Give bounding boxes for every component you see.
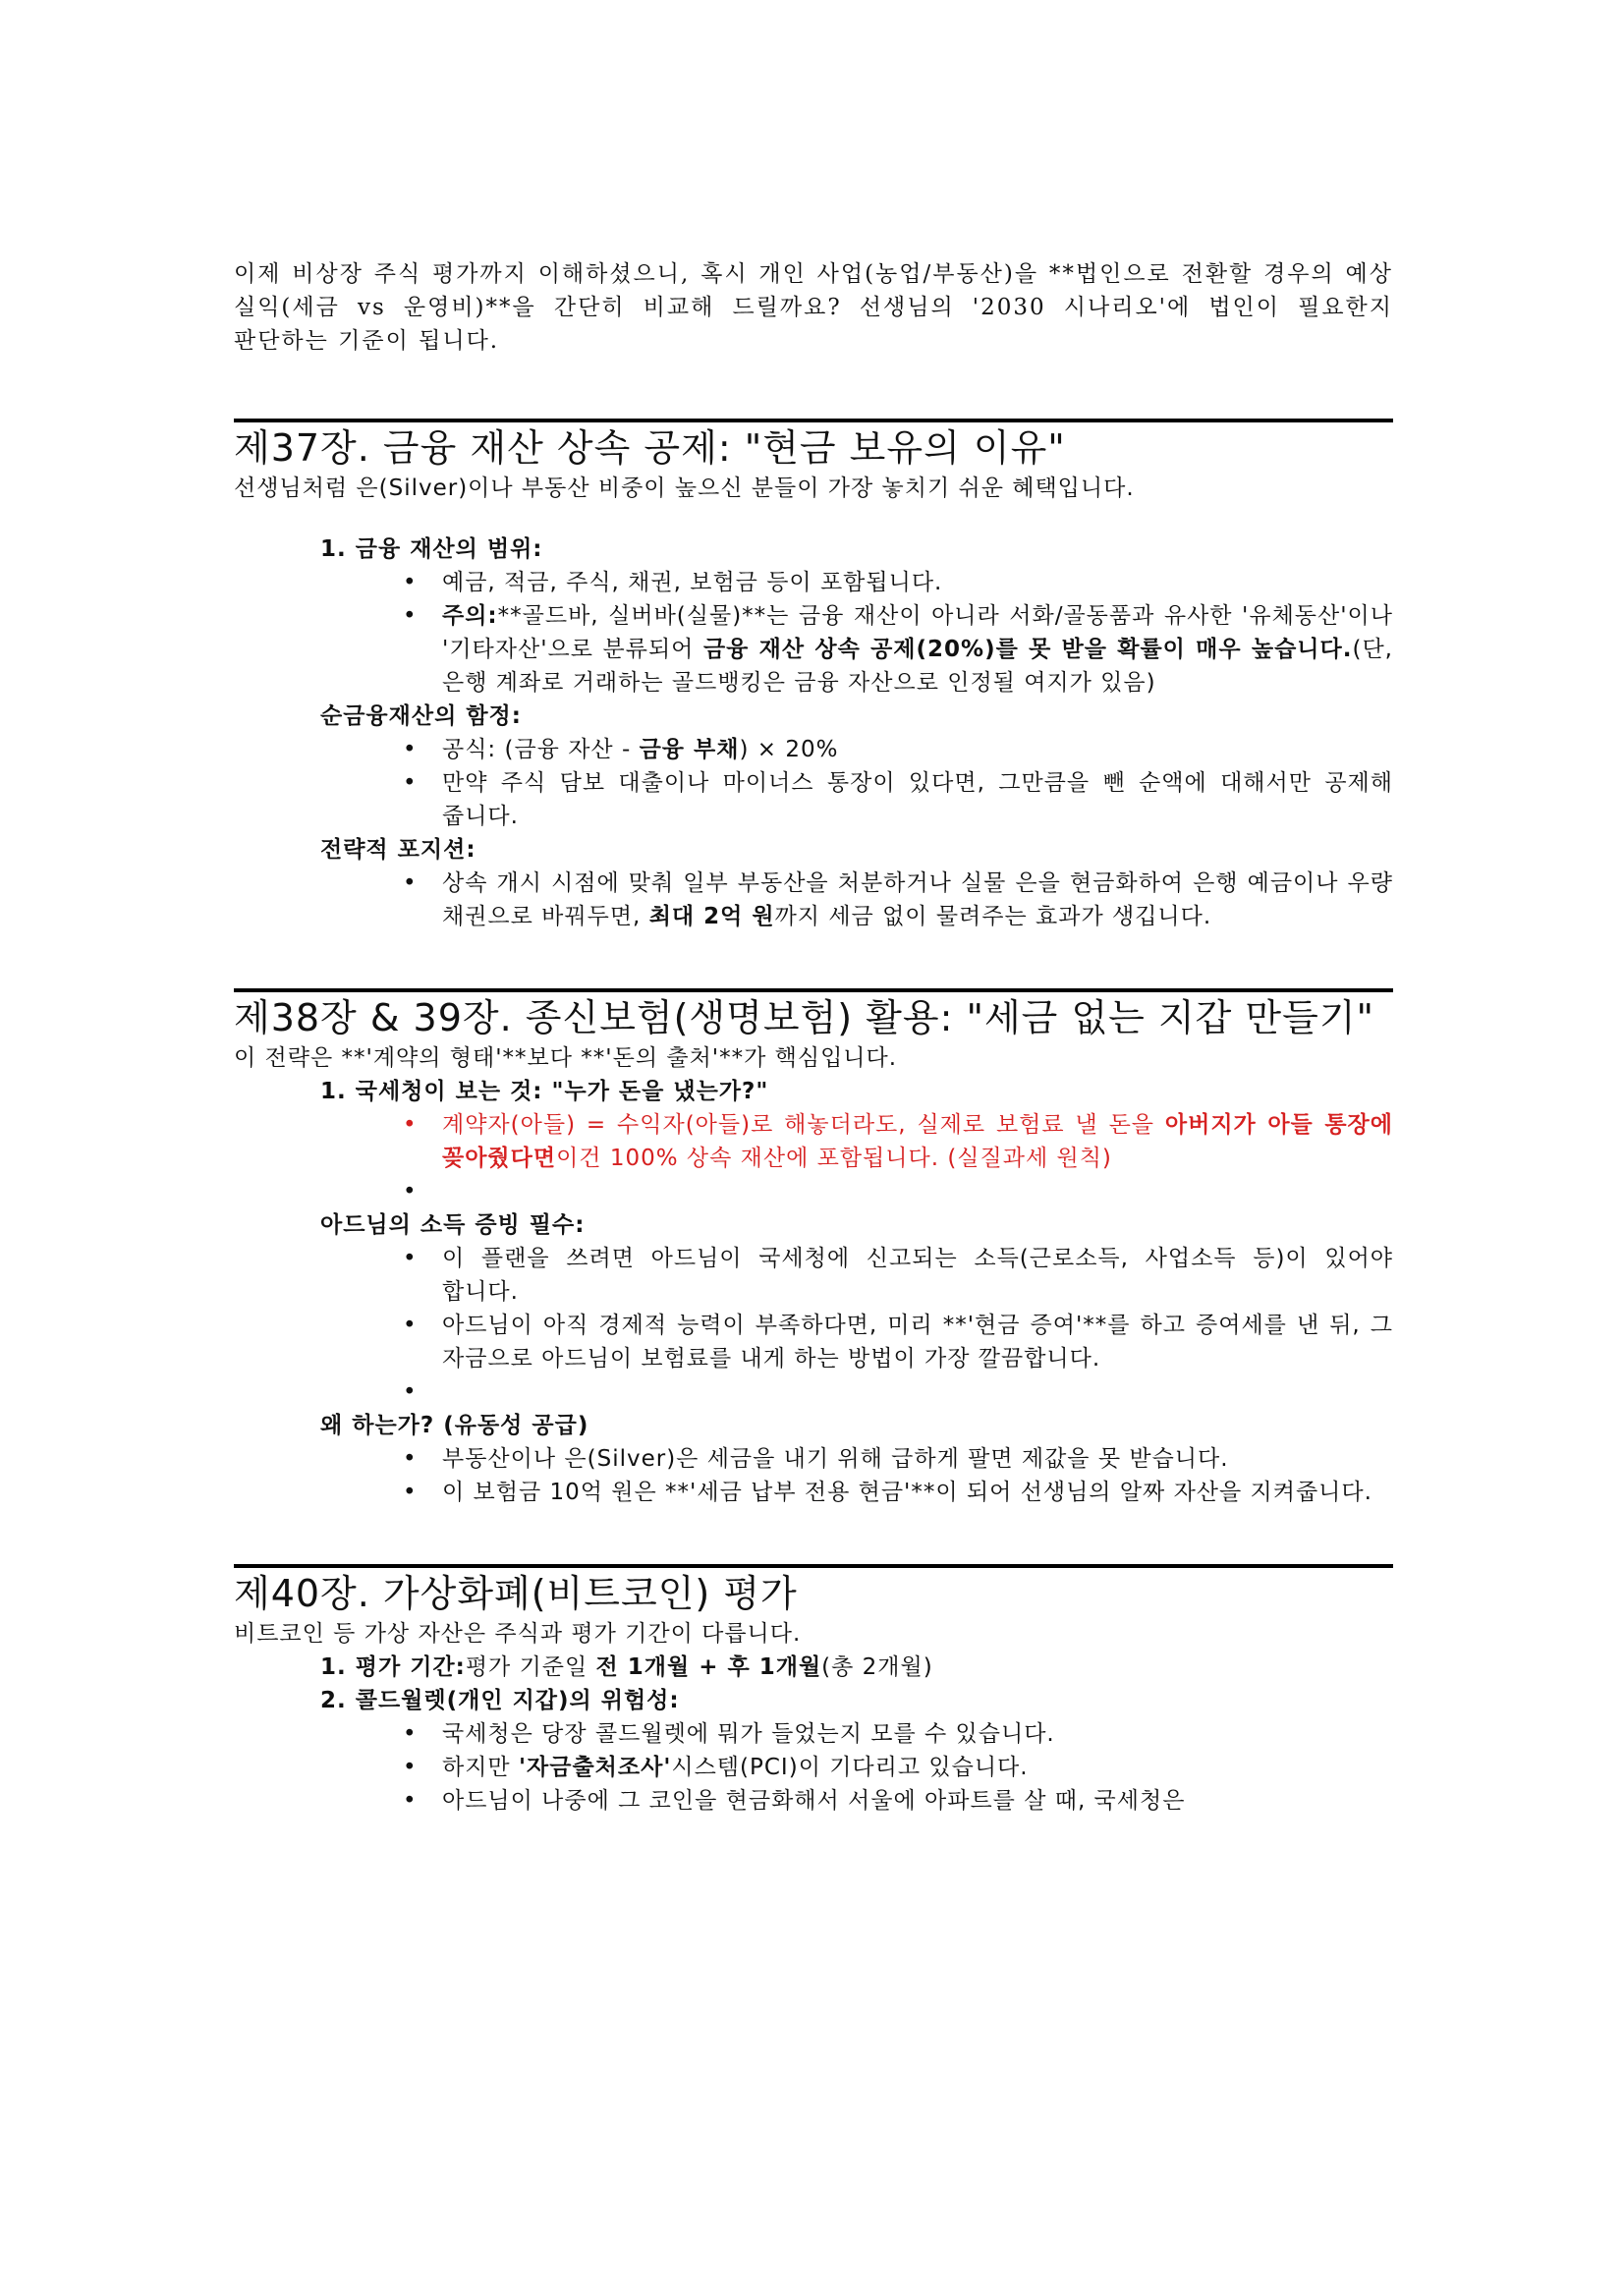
chapter-38-lead: 이 전략은 **'계약의 형태'**보다 **'돈의 출처'**가 핵심입니다. [234, 1045, 898, 1071]
list-item: • 만약 주식 담보 대출이나 마이너스 통장이 있다면, 그만큼을 뺀 순액에 대해서만 공제해 줍니다. [442, 766, 1393, 833]
chapter-38-title: 제38장 & 39장. 종신보험(생명보험) 활용: "세금 없는 지갑 만들기" [234, 996, 1375, 1039]
list-item: • 부동산이나 은(Silver)은 세금을 내기 위해 급하게 팔면 제값을 못 받습니다. [442, 1442, 1393, 1476]
bullet-text: 시스템(PCI)이 기다리고 있습니다. [671, 1755, 1029, 1780]
bullet-text: 공식: (금융 자산 - [442, 737, 640, 762]
chapter-37 [234, 419, 1393, 933]
bold-emphasis: 아버지가 아들 통장에 꽂아줬다면 [442, 1112, 1393, 1171]
ch38-subheading-liquidity: 왜 하는가? (유동성 공급) [320, 1413, 589, 1438]
bold-emphasis: 금융 재산 상속 공제(20%)를 못 받을 확률이 매우 높습니다. [702, 637, 1353, 662]
chapter-40-lead: 비트코인 등 가상 자산은 주식과 평가 기간이 다릅니다. [234, 1621, 802, 1647]
list-item: • 이 보험금 10억 원은 **'세금 납부 전용 현금'**이 되어 선생님의 알짜 자산을 지켜줍니다. [442, 1476, 1393, 1509]
chapter-37-lead: 선생님처럼 은(Silver)이나 부동산 비중이 높으신 분들이 가장 놓치기 쉬운 혜택입니다. [234, 476, 1135, 501]
list-item: • 이 플랜을 쓰려면 아드님이 국세청에 신고되는 소득(근로소득, 사업소득 등)이 있어야 합니다. [442, 1242, 1393, 1309]
item-text: (총 2개월) [821, 1654, 933, 1680]
warning-list-item [442, 1108, 1393, 1175]
bullet-text: 계약자(아들) = 수익자(아들)로 해놓더라도, 실제로 보험료 낼 돈을 [442, 1112, 1165, 1138]
bold-emphasis: 평가 기간: [355, 1654, 466, 1680]
list-item: • 예금, 적금, 주식, 채권, 보험금 등이 포함됩니다. [442, 566, 1393, 599]
section-divider [234, 1564, 1393, 1568]
ch38-liquidity-bullets [234, 1442, 1393, 1509]
bold-emphasis: 금융 부채 [639, 737, 740, 762]
chapter-40-title: 제40장. 가상화폐(비트코인) 평가 [234, 1572, 798, 1615]
empty-list-item [442, 1375, 1393, 1409]
bullet-text: 상속 개시 시점에 맞춰 일부 부동산을 처분하거나 실물 은을 현금화하여 은행 예금이나 우량 채권으로 바꿔두면, [442, 870, 1393, 929]
ch38-subheading-income-proof: 아드님의 소득 증빙 필수: [320, 1212, 586, 1238]
intro-paragraph: 이제 비상장 주식 평가까지 이해하셨으니, 혹시 개인 사업(농업/부동산)을 **법인으로 전환할 경우의 예상 실익(세금 vs 운영비)**을 간단히 비교해 드릴까요? 선생님의 '2030 시나리오'에 법인이 필요한지 판단하는 기준이 됩니다. [234, 261, 1393, 354]
section-divider [234, 988, 1393, 992]
ch37-net-financial-bullets [234, 733, 1393, 833]
document-page [234, 257, 1393, 1818]
chapter-38-39 [234, 988, 1393, 1509]
ch37-strategy-bullets [234, 867, 1393, 933]
bold-emphasis: 최대 2억 원 [648, 904, 775, 929]
list-item: • 국세청은 당장 콜드월렛에 뭐가 들었는지 모를 수 있습니다. [442, 1717, 1393, 1751]
ch38-income-proof-bullets [234, 1242, 1393, 1409]
item-text: 평가 기준일 [465, 1654, 596, 1680]
list-item: • 아드님이 아직 경제적 능력이 부족하다면, 미리 **'현금 증여'**를 하고 증여세를 낸 뒤, 그 자금으로 아드님이 보험료를 내게 하는 방법이 가장 깔끔합니다. [442, 1309, 1393, 1375]
ch40-item-1 [234, 1651, 1393, 1684]
ch37-subheading-net-financial: 순금융재산의 함정: [320, 703, 522, 729]
bullet-text: 이건 100% 상속 재산에 포함됩니다. (실질과세 원칙) [556, 1146, 1112, 1171]
list-item: • 아드님이 나중에 그 코인을 현금화해서 서울에 아파트를 살 때, 국세청은 [442, 1784, 1393, 1818]
bullet-text: **골드바, 실버바(실물)**는 금융 재산이 아니라 서화/골동품과 유사한 '유체동산'이나 '기타자산'으로 분류되어 [442, 603, 1393, 662]
bold-emphasis: 전 1개월 + 후 1개월 [595, 1654, 822, 1680]
list-item [442, 599, 1393, 700]
bold-emphasis: '자금출처조사' [518, 1755, 672, 1780]
item-number: 1. [320, 1654, 356, 1680]
section-divider [234, 419, 1393, 422]
bullet-text: (단, 은행 계좌로 거래하는 골드뱅킹은 금융 자산으로 인정될 여지가 있음) [442, 637, 1393, 696]
bullet-text: 하지만 [442, 1755, 519, 1780]
chapter-40 [234, 1564, 1393, 1818]
ch38-item-1-heading: 1. 국세청이 보는 것: "누가 돈을 냈는가?" [320, 1079, 769, 1104]
list-item [442, 867, 1393, 933]
ch37-item-1-heading: 1. 금융 재산의 범위: [320, 536, 543, 562]
ch38-item-1-bullets [234, 1108, 1393, 1208]
bullet-text: ) × 20% [739, 737, 839, 762]
list-item [442, 1751, 1393, 1784]
chapter-37-title: 제37장. 금융 재산 상속 공제: "현금 보유의 이유" [234, 426, 1066, 470]
ch37-subheading-strategy: 전략적 포지션: [320, 837, 476, 863]
ch40-item-2-heading: 2. 콜드월렛(개인 지갑)의 위험성: [320, 1688, 680, 1713]
caution-label: 주의: [442, 603, 498, 629]
empty-list-item [442, 1175, 1393, 1208]
bullet-text: 까지 세금 없이 물려주는 효과가 생깁니다. [774, 904, 1212, 929]
ch40-item-2-bullets [234, 1717, 1393, 1818]
list-item [442, 733, 1393, 766]
ch37-item-1-bullets [234, 566, 1393, 700]
